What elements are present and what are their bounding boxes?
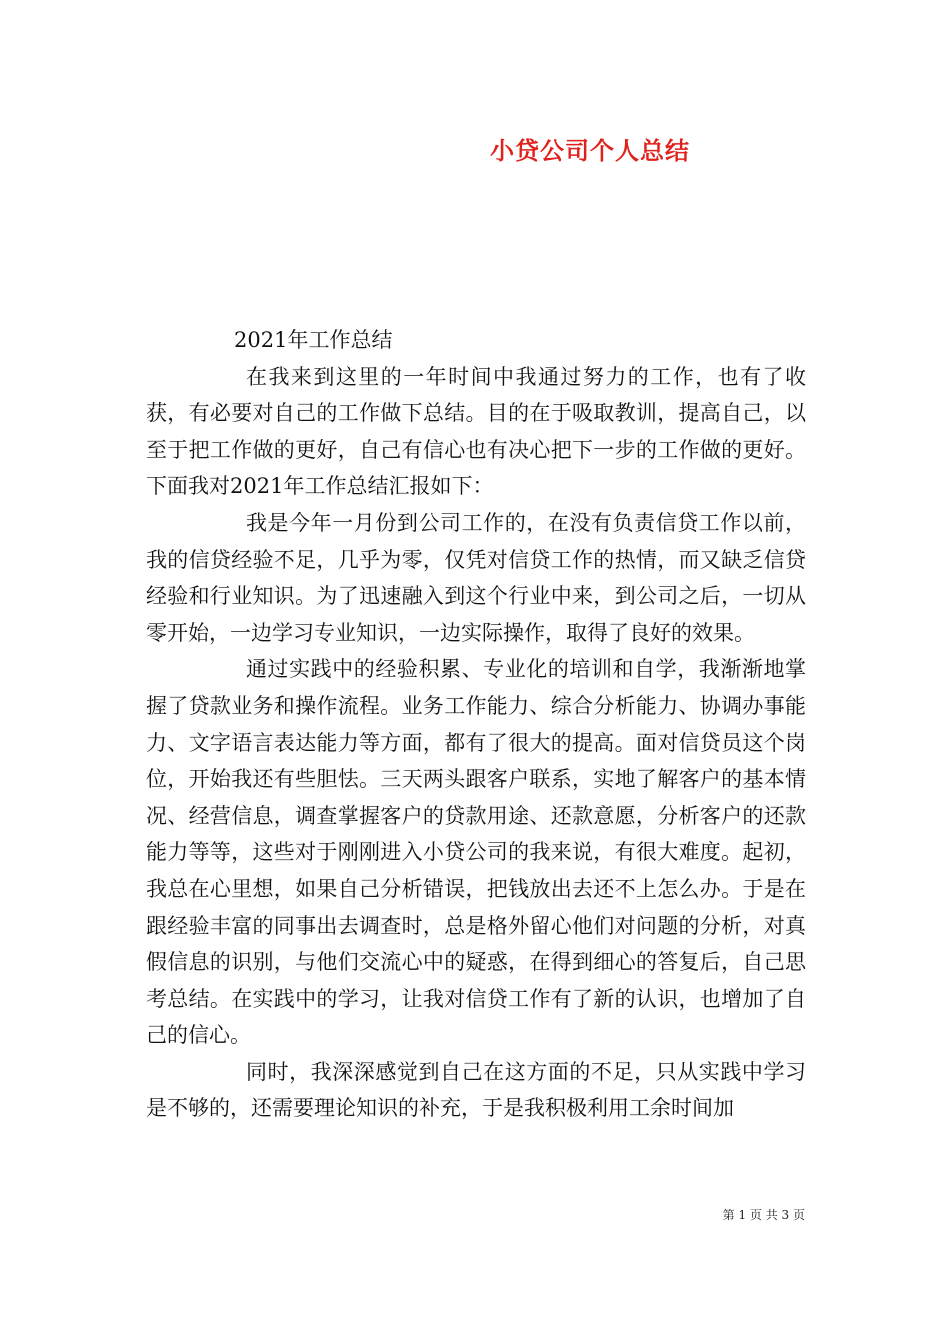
paragraph: 同时，我深深感觉到自己在这方面的不足，只从实践中学习是不够的，还需要理论知识的补充，于是我积极利用工余时间加 — [146, 1059, 806, 1121]
document-body — [146, 322, 806, 1127]
paragraph: 我是今年一月份到公司工作的，在没有负责信贷工作以前，我的信贷经验不足，几乎为零，仅凭对信贷工作的热情，而又缺乏信贷经验和行业知识。为了迅速融入到这个行业中来，到公司之后，一切从零开始，一边学习专业知识，一边实际操作，取得了良好的效果。 — [146, 510, 806, 645]
paragraph: 在我来到这里的一年时间中我通过努力的工作，也有了收获，有必要对自己的工作做下总结。目的在于吸取教训，提高自己，以至于把工作做的更好，自己有信心也有决心把下一步的工作做的更好。下面我对2021年工作总结汇报如下： — [146, 364, 806, 499]
document-title: 小贷公司个人总结 — [490, 136, 690, 165]
paragraph: 通过实践中的经验积累、专业化的培训和自学，我渐渐地掌握了贷款业务和操作流程。业务工作能力、综合分析能力、协调办事能力、文字语言表达能力等方面，都有了很大的提高。面对信贷员这个岗位，开始我还有些胆怯。三天两头跟客户联系，实地了解客户的基本情况、经营信息，调查掌握客户的贷款用途、还款意愿，分析客户的还款能力等等，这些对于刚刚进入小贷公司的我来说，有很大难度。起初，我总在心里想，如果自己分析错误，把钱放出去还不上怎么办。于是在跟经验丰富的同事出去调查时，总是格外留心他们对问题的分析，对真假信息的识别，与他们交流心中的疑惑，在得到细心的答复后，自己思考总结。在实践中的学习，让我对信贷工作有了新的认识，也增加了自己的信心。 — [146, 657, 806, 1048]
document-subtitle: 2021年工作总结 — [234, 328, 393, 352]
page-footer: 第 1 页 共 3 页 — [722, 1208, 805, 1222]
